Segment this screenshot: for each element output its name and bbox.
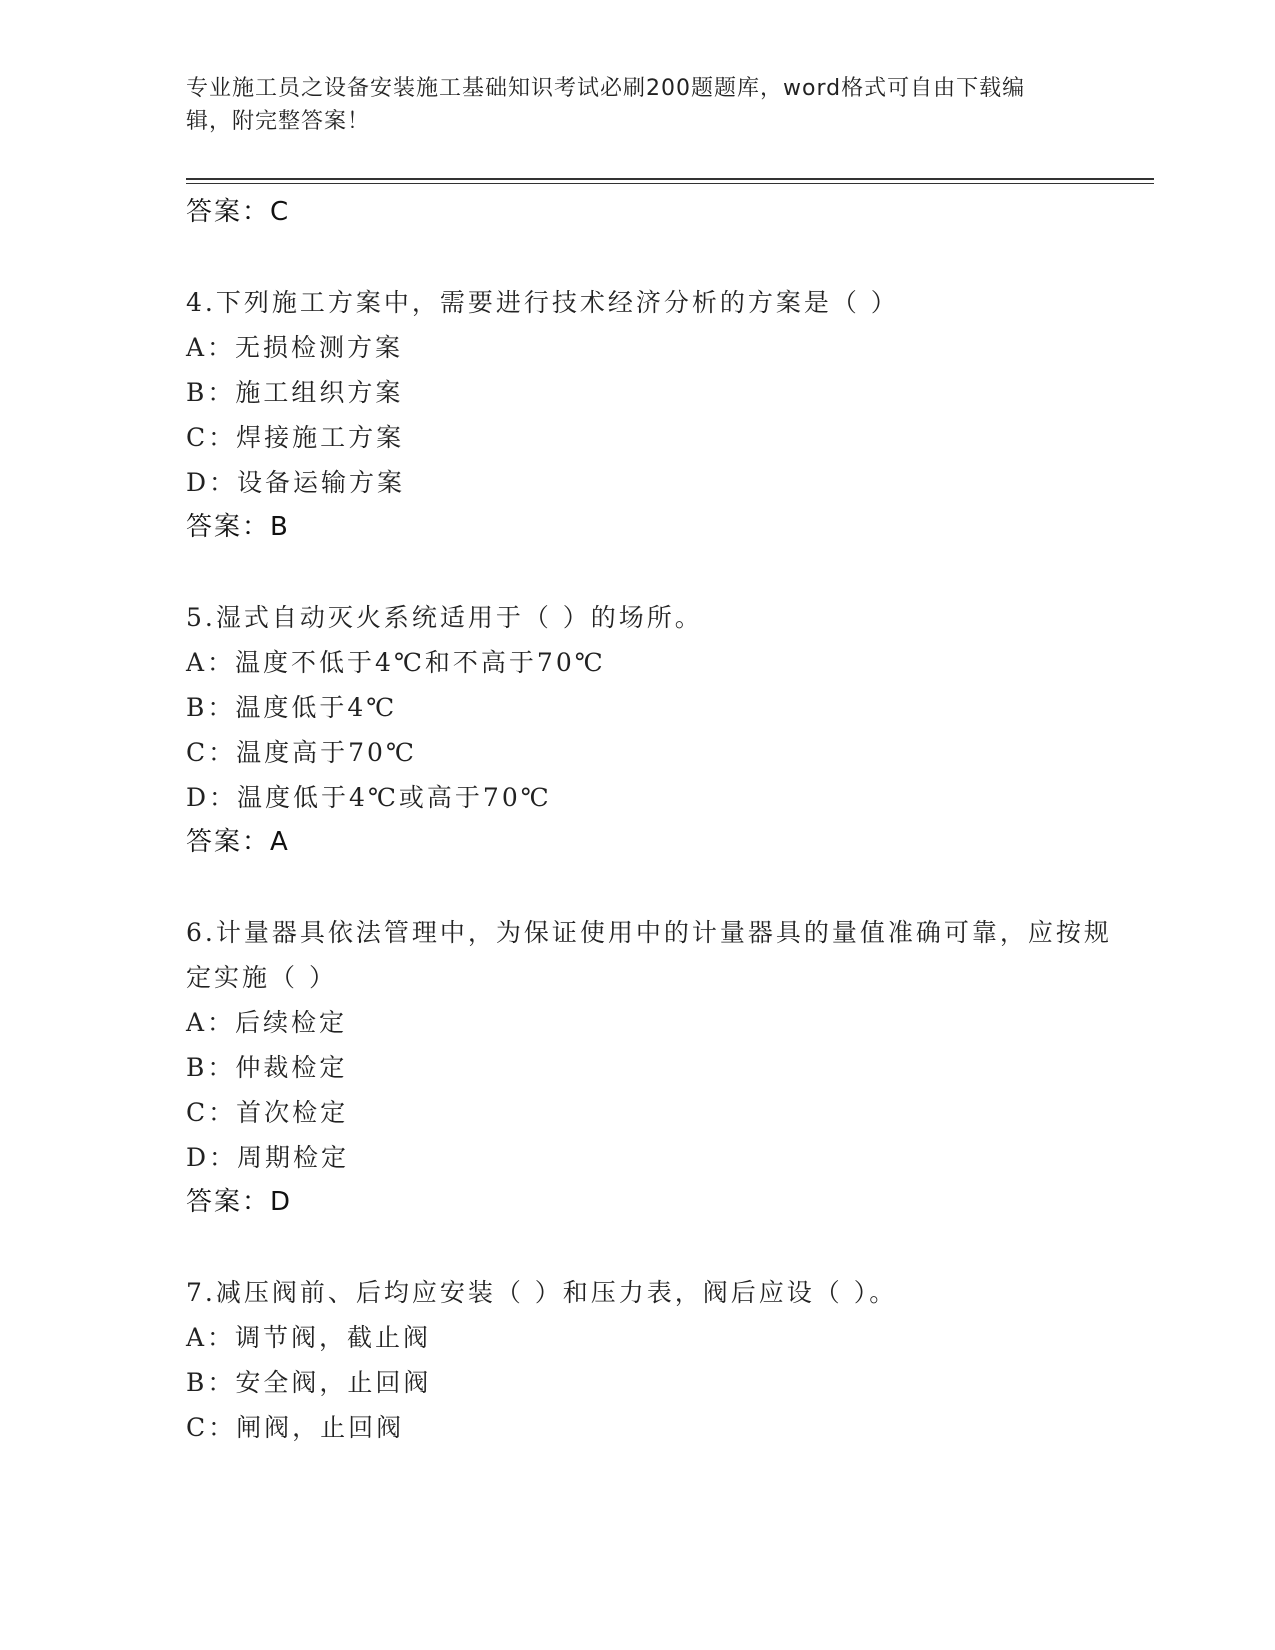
answer-line: 答案：B <box>186 512 290 542</box>
answer-option: D：设备运输方案 <box>186 468 406 497</box>
answer-option: C：温度高于70℃ <box>186 738 417 767</box>
answer-option: D：周期检定 <box>186 1143 350 1172</box>
answer-option: D：温度低于4℃或高于70℃ <box>186 783 552 812</box>
answer-option: A：调节阀，截止阀 <box>186 1323 432 1352</box>
answer-line: 答案：D <box>186 1187 293 1217</box>
header-divider-thick <box>186 178 1154 180</box>
answer-option: C：闸阀，止回阀 <box>186 1413 405 1442</box>
spacer <box>186 235 1116 280</box>
question-stem: 7.减压阀前、后均应安装（ ）和压力表，阀后应设（ ）。 <box>186 1278 898 1307</box>
spacer <box>186 865 1116 910</box>
answer-option: A：后续检定 <box>186 1008 348 1037</box>
answer-line: 答案：A <box>186 827 290 857</box>
header-divider-thin <box>186 183 1154 184</box>
answer-option: B：安全阀，止回阀 <box>186 1368 432 1397</box>
answer-option: B：仲裁检定 <box>186 1053 348 1082</box>
spacer <box>186 1225 1116 1270</box>
answer-option: C：焊接施工方案 <box>186 423 405 452</box>
question-stem: 6.计量器具依法管理中，为保证使用中的计量器具的量值准确可靠，应按规定实施（ ） <box>186 918 1112 992</box>
question-stem: 4.下列施工方案中，需要进行技术经济分析的方案是（ ） <box>186 288 899 317</box>
answer-option: B：施工组织方案 <box>186 378 404 407</box>
document-title: 专业施工员之设备安装施工基础知识考试必刷200题题库，word格式可自由下载编辑，附完整答案！ <box>186 76 1026 134</box>
answer-option: B：温度低于4℃ <box>186 693 398 722</box>
question-stem: 5.湿式自动灭火系统适用于（ ）的场所。 <box>186 603 703 632</box>
spacer <box>186 550 1116 595</box>
answer-option: A：无损检测方案 <box>186 333 404 362</box>
answer-option: C：首次检定 <box>186 1098 349 1127</box>
question-list <box>186 190 1116 1450</box>
answer-option: A：温度不低于4℃和不高于70℃ <box>186 648 606 677</box>
answer-line: 答案：C <box>186 197 291 227</box>
